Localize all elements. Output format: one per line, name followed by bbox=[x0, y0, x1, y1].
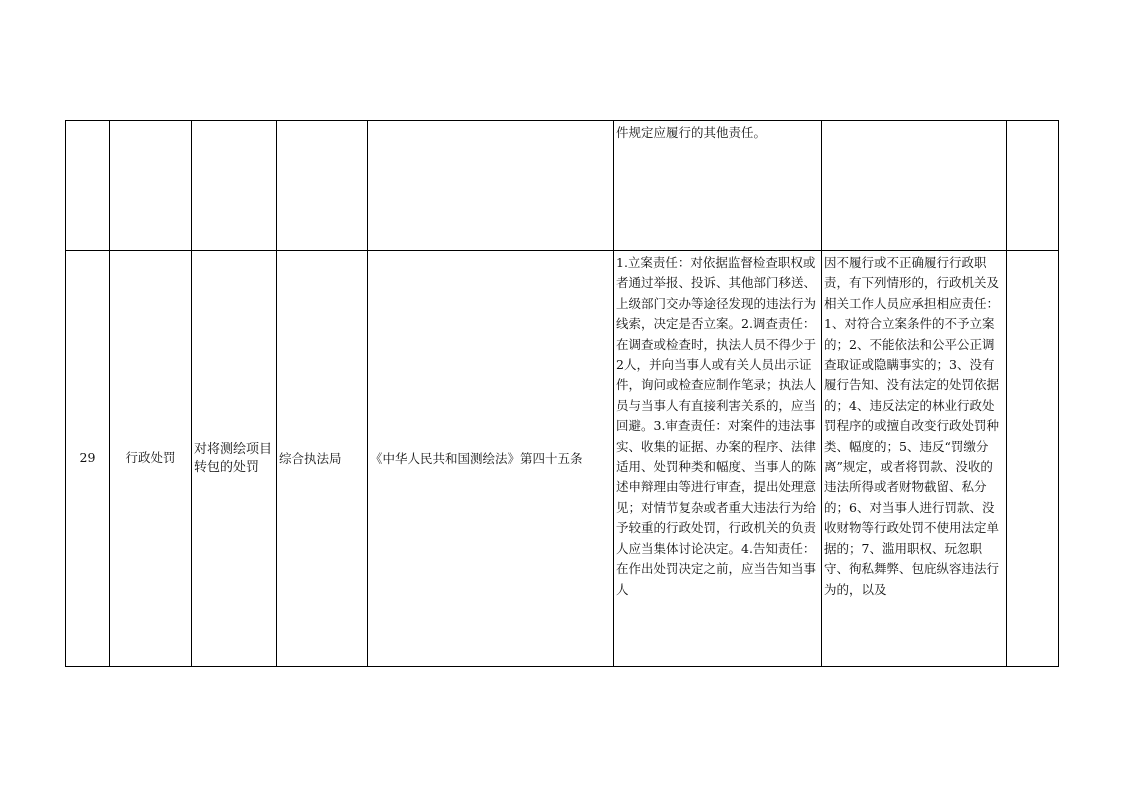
cell-category bbox=[110, 251, 192, 667]
accountability-text: 因不履行或不正确履行行政职责，有下列情形的，行政机关及相关工作人员应承担相应责任：1、对符合立案条件的不予立案的；2、不能依法和公平公正调查取证或隐瞒事实的；3、没有履行告知、没有法定的处罚依据的；4、违反法定的林业行政处罚程序的或擅自改变行政处罚种类、幅度的；5、违反“罚缴分离”规定，或者将罚款、没收的违法所得或者财物截留、私分的；6、对当事人进行罚款、没收财物等行政处罚不使用法定单据的；7、滥用职权、玩忽职守、徇私舞弊、包庇纵容违法行为的，以及 bbox=[824, 255, 1000, 597]
cell-responsibility bbox=[614, 251, 822, 667]
table-row bbox=[66, 251, 1059, 667]
row-number: 29 bbox=[79, 450, 96, 466]
cell-item bbox=[192, 121, 277, 251]
responsibility-text: 1.立案责任：对依据监督检查职权或者通过举报、投诉、其他部门移送、上级部门交办等途径发现的违法行为线索，决定是否立案。2.调查责任：在调查或检查时，执法人员不得少于2人，并向当事人或有关人员出示证件，询问或检查应制作笔录；执法人员与当事人有直接利害关系的，应当回避。3.审查责任：对案件的违法事实、收集的证据、办案的程序、法律适用、处罚种类和幅度、当事人的陈述申辩理由等进行审查，提出处理意见；对情节复杂或者重大违法行为给予较重的行政处罚，行政机关的负责人应当集体讨论决定。4.告知责任：在作出处罚决定之前，应当告知当事人 bbox=[616, 255, 817, 597]
cell-remark bbox=[1007, 121, 1059, 251]
item-text: 对将测绘项目转包的处罚 bbox=[194, 441, 273, 475]
cell-accountability bbox=[822, 251, 1007, 667]
cell-category bbox=[110, 121, 192, 251]
cell-remark bbox=[1007, 251, 1059, 667]
basis-text: 《中华人民共和国测绘法》第四十五条 bbox=[370, 451, 583, 467]
cell-dept bbox=[277, 121, 368, 251]
cell-no bbox=[66, 251, 110, 667]
cell-item bbox=[192, 251, 277, 667]
cell-basis bbox=[368, 251, 614, 667]
cell-no bbox=[66, 121, 110, 251]
cell-dept bbox=[277, 251, 368, 667]
cell-basis bbox=[368, 121, 614, 251]
cell-accountability bbox=[822, 121, 1007, 251]
dept-text: 综合执法局 bbox=[279, 451, 342, 467]
cell-responsibility: 件规定应履行的其他责任。 bbox=[614, 121, 822, 251]
table-row bbox=[66, 121, 1059, 251]
responsibility-table bbox=[65, 120, 1059, 667]
category-text: 行政处罚 bbox=[125, 450, 176, 466]
